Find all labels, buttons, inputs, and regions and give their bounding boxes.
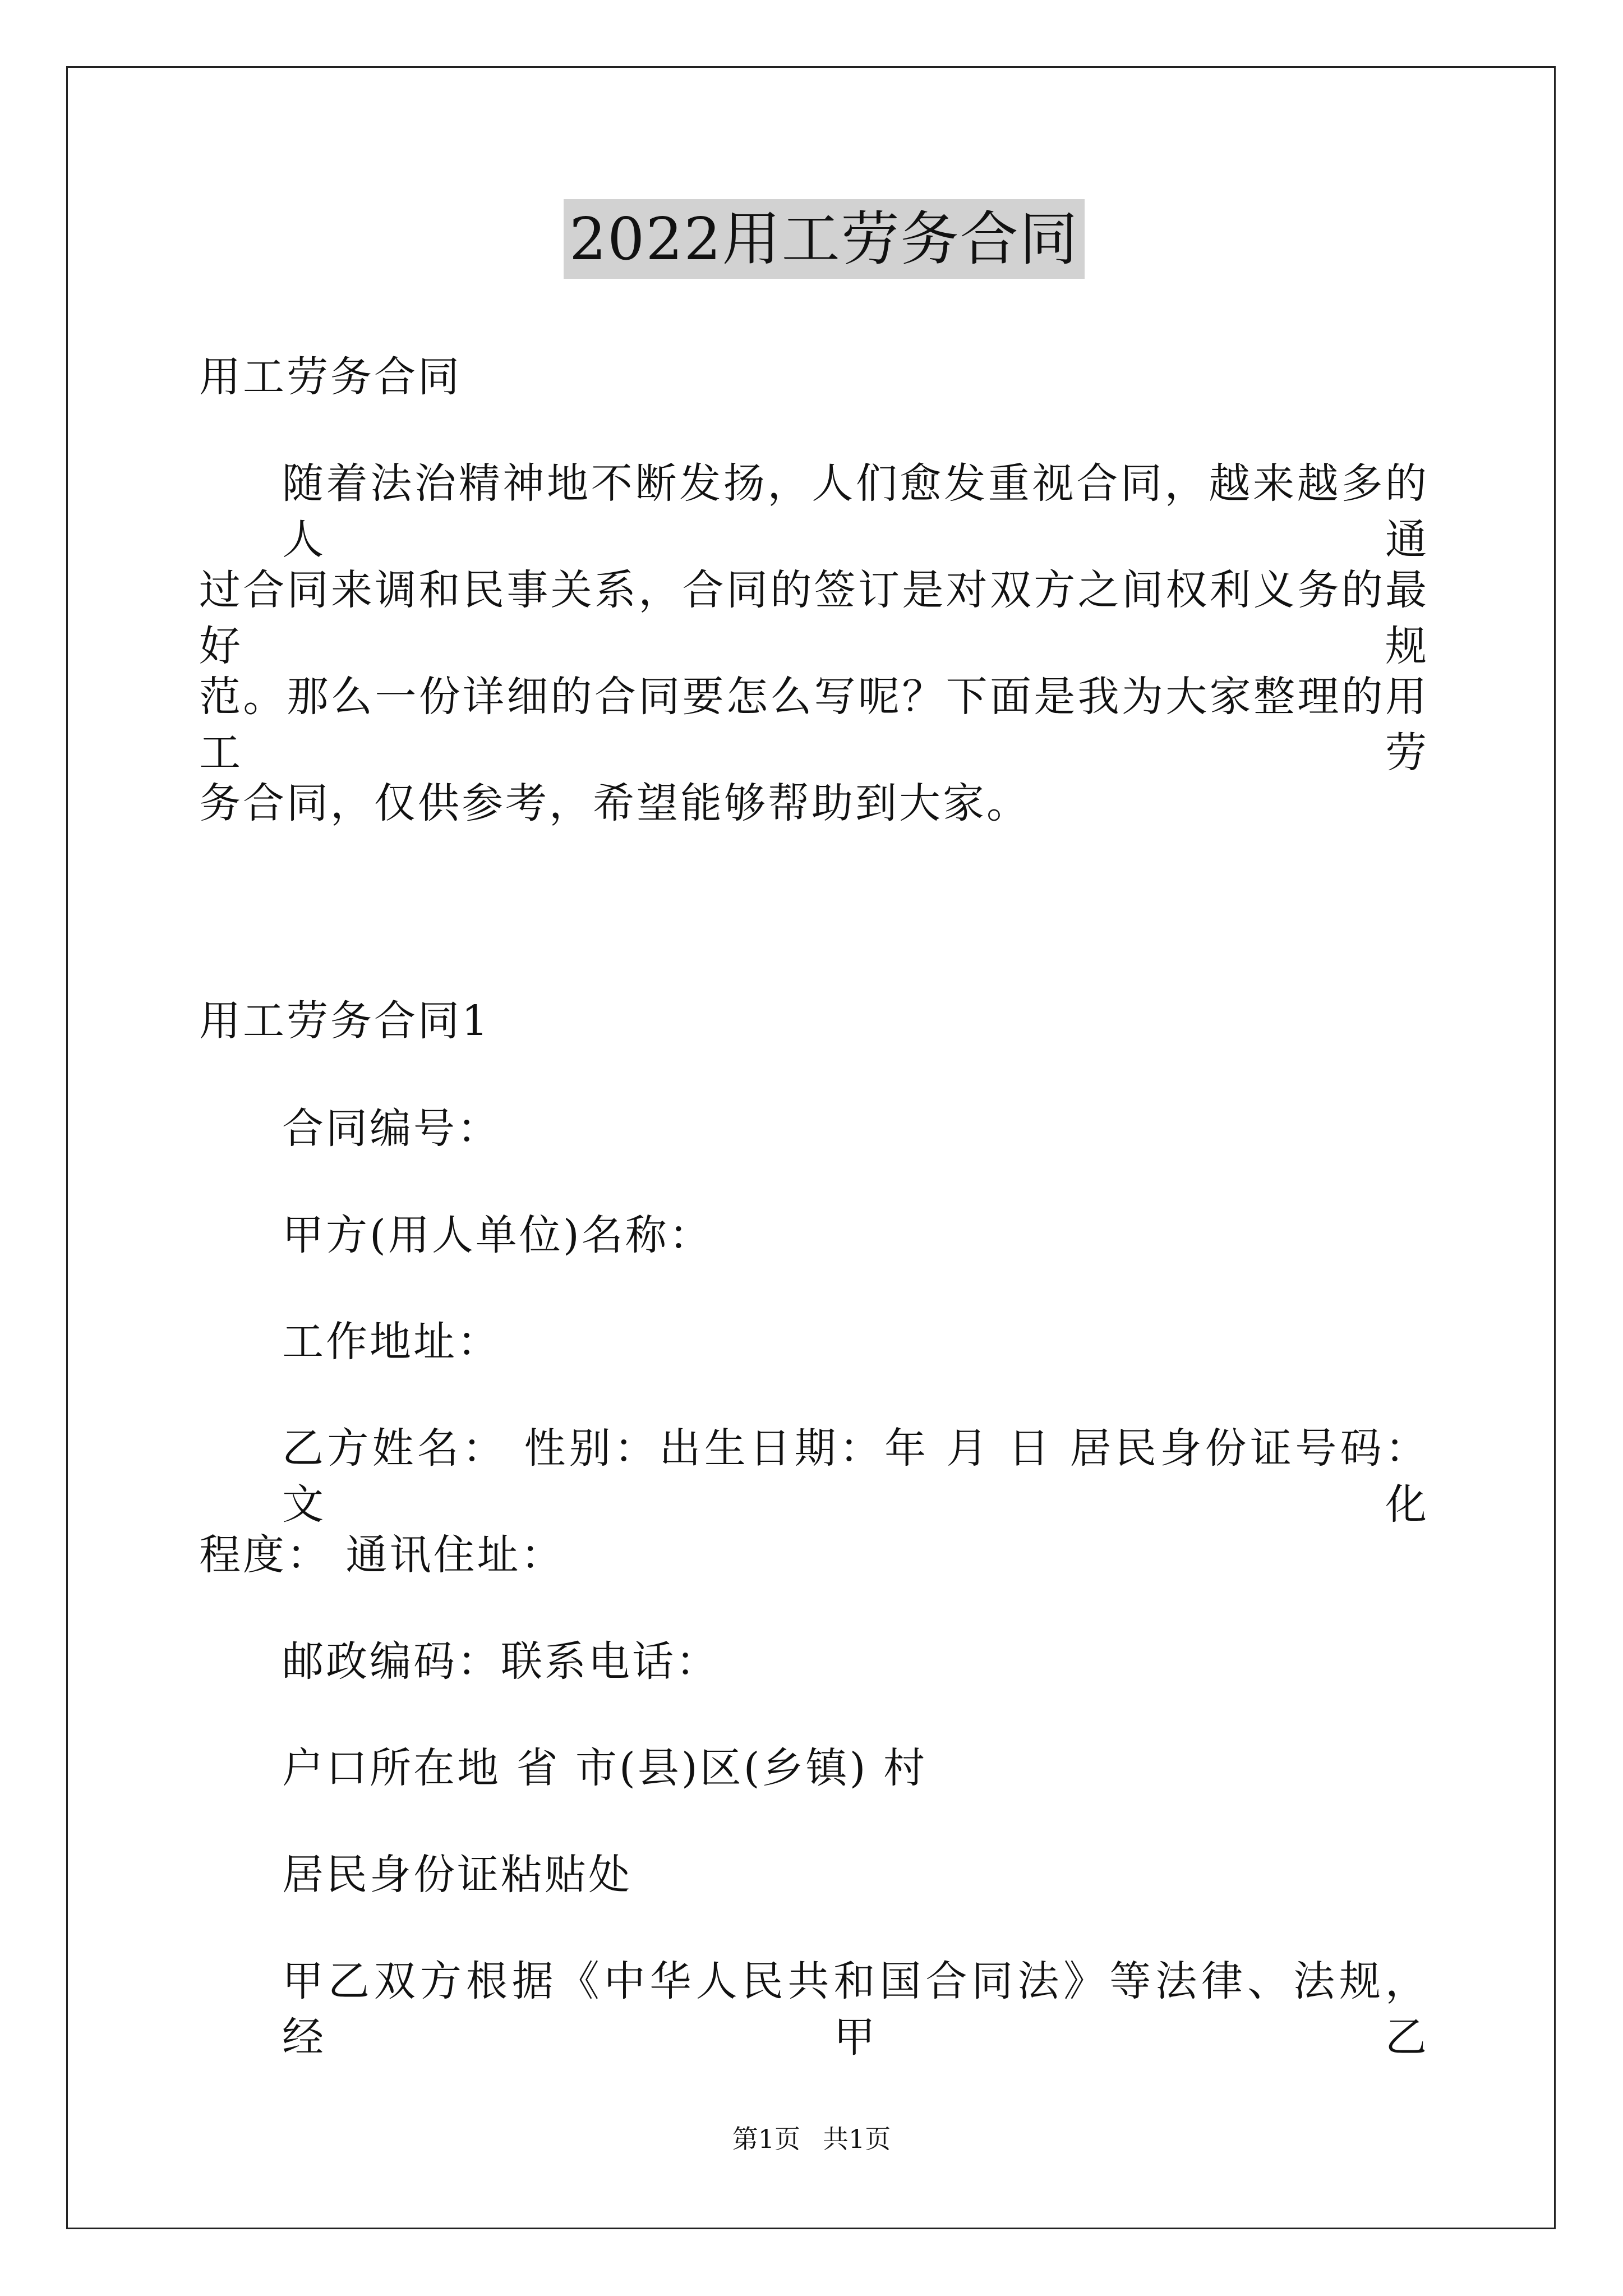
intro-paragraph-line-3: 范。那么一份详细的合同要怎么写呢？下面是我为大家整理的用工劳 bbox=[199, 673, 1429, 777]
section-heading-contract-1: 用工劳务合同1 bbox=[199, 997, 491, 1045]
field-party-b-details: 乙方姓名： 性别：出生日期：年 月 日 居民身份证号码： 文化 bbox=[282, 1424, 1429, 1529]
page-total: 共1页 bbox=[823, 2124, 891, 2154]
clause-legal-basis: 甲乙双方根据《中华人民共和国合同法》等法律、法规， 经甲乙 bbox=[282, 1957, 1429, 2062]
field-contract-number: 合同编号： bbox=[282, 1105, 501, 1153]
page-number: 第1页 bbox=[732, 2124, 800, 2154]
field-education-address: 程度： 通讯住址： bbox=[199, 1531, 565, 1579]
page-footer bbox=[0, 2122, 1623, 2156]
intro-paragraph-line-2: 过合同来调和民事关系，合同的签订是对双方之间权利义务的最好规 bbox=[199, 566, 1429, 670]
intro-heading: 用工劳务合同 bbox=[199, 353, 462, 401]
field-postcode-phone: 邮政编码：联系电话： bbox=[282, 1637, 720, 1686]
field-work-address: 工作地址： bbox=[282, 1318, 501, 1366]
document-title: 2022用工劳务合同 bbox=[564, 199, 1085, 279]
intro-paragraph-line-4: 务合同，仅供参考，希望能够帮助到大家。 bbox=[199, 779, 1030, 827]
field-party-a-name: 甲方(用人单位)名称： bbox=[282, 1211, 713, 1259]
field-household-registration: 户口所在地 省 市(县)区(乡镇) 村 bbox=[282, 1744, 928, 1792]
intro-paragraph-line-1: 随着法治精神地不断发扬，人们愈发重视合同，越来越多的人通 bbox=[282, 459, 1429, 564]
field-id-card-paste: 居民身份证粘贴处 bbox=[282, 1851, 632, 1899]
